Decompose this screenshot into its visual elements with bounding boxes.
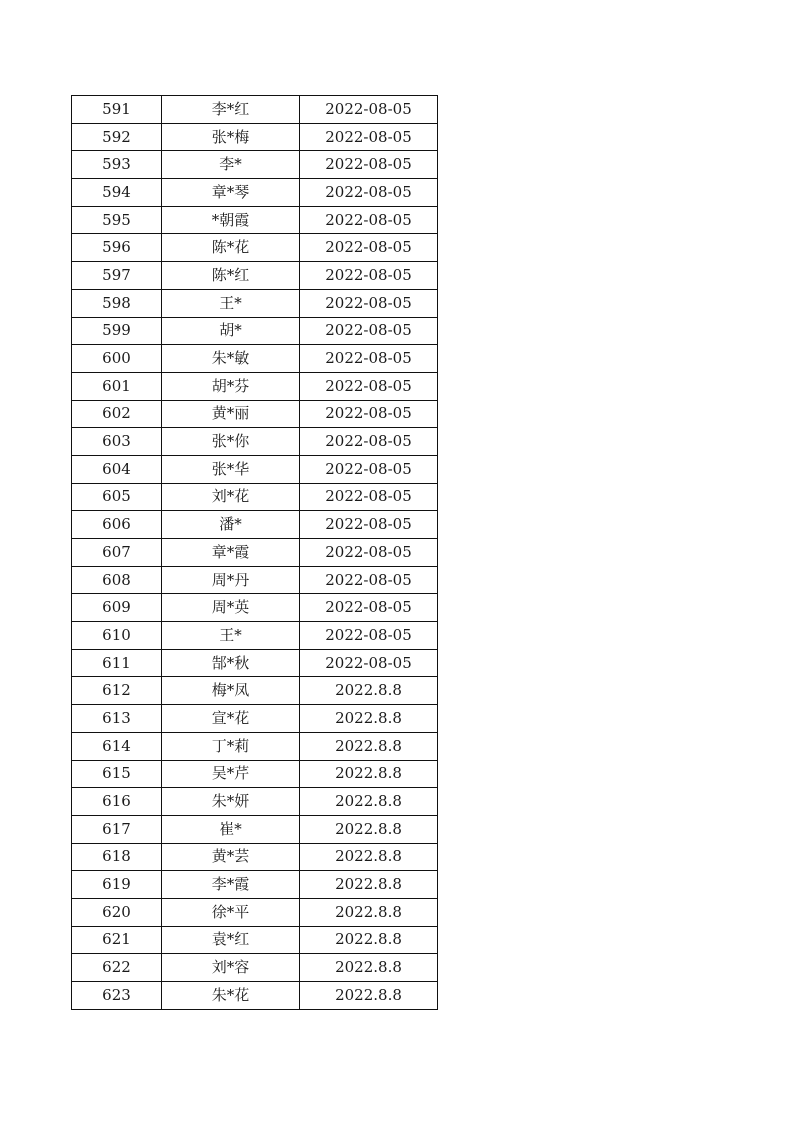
date-cell: 2022.8.8	[300, 982, 438, 1010]
date-cell: 2022.8.8	[300, 898, 438, 926]
table-row	[72, 151, 438, 179]
number-cell: 593	[72, 151, 162, 179]
name-cell: 崔*	[162, 815, 300, 843]
date-cell: 2022-08-05	[300, 400, 438, 428]
name-cell: 张*华	[162, 455, 300, 483]
number-cell: 606	[72, 511, 162, 539]
number-cell: 603	[72, 428, 162, 456]
name-cell: 周*英	[162, 594, 300, 622]
date-cell: 2022-08-05	[300, 345, 438, 373]
name-cell: 郜*秋	[162, 649, 300, 677]
name-cell: 宣*花	[162, 705, 300, 733]
table-row	[72, 345, 438, 373]
table-row	[72, 539, 438, 567]
table-row	[72, 483, 438, 511]
table-row	[72, 926, 438, 954]
number-cell: 619	[72, 871, 162, 899]
name-cell: 朱*花	[162, 982, 300, 1010]
date-cell: 2022.8.8	[300, 788, 438, 816]
number-cell: 622	[72, 954, 162, 982]
roster-table	[71, 95, 438, 1010]
date-cell: 2022-08-05	[300, 262, 438, 290]
table-row	[72, 760, 438, 788]
name-cell: 朱*敏	[162, 345, 300, 373]
number-cell: 598	[72, 289, 162, 317]
number-cell: 604	[72, 455, 162, 483]
number-cell: 602	[72, 400, 162, 428]
roster-table-body	[72, 96, 438, 1010]
name-cell: 刘*花	[162, 483, 300, 511]
table-row	[72, 954, 438, 982]
date-cell: 2022.8.8	[300, 815, 438, 843]
table-row	[72, 594, 438, 622]
table-row	[72, 262, 438, 290]
number-cell: 591	[72, 96, 162, 124]
date-cell: 2022.8.8	[300, 926, 438, 954]
table-row	[72, 898, 438, 926]
date-cell: 2022-08-05	[300, 483, 438, 511]
date-cell: 2022-08-05	[300, 289, 438, 317]
name-cell: 李*霞	[162, 871, 300, 899]
name-cell: *朝霞	[162, 206, 300, 234]
name-cell: 王*	[162, 622, 300, 650]
number-cell: 594	[72, 179, 162, 207]
date-cell: 2022-08-05	[300, 455, 438, 483]
name-cell: 朱*妍	[162, 788, 300, 816]
number-cell: 616	[72, 788, 162, 816]
name-cell: 李*红	[162, 96, 300, 124]
table-row	[72, 982, 438, 1010]
table-row	[72, 815, 438, 843]
name-cell: 潘*	[162, 511, 300, 539]
number-cell: 596	[72, 234, 162, 262]
number-cell: 612	[72, 677, 162, 705]
table-row	[72, 677, 438, 705]
number-cell: 610	[72, 622, 162, 650]
date-cell: 2022.8.8	[300, 760, 438, 788]
name-cell: 丁*莉	[162, 732, 300, 760]
name-cell: 袁*红	[162, 926, 300, 954]
name-cell: 周*丹	[162, 566, 300, 594]
number-cell: 592	[72, 123, 162, 151]
table-row	[72, 179, 438, 207]
name-cell: 胡*芬	[162, 372, 300, 400]
table-row	[72, 317, 438, 345]
number-cell: 611	[72, 649, 162, 677]
name-cell: 章*霞	[162, 539, 300, 567]
name-cell: 梅*凤	[162, 677, 300, 705]
date-cell: 2022-08-05	[300, 151, 438, 179]
table-row	[72, 206, 438, 234]
date-cell: 2022-08-05	[300, 179, 438, 207]
number-cell: 600	[72, 345, 162, 373]
name-cell: 黄*丽	[162, 400, 300, 428]
number-cell: 621	[72, 926, 162, 954]
table-row	[72, 871, 438, 899]
name-cell: 刘*容	[162, 954, 300, 982]
table-row	[72, 566, 438, 594]
name-cell: 胡*	[162, 317, 300, 345]
name-cell: 吴*芹	[162, 760, 300, 788]
table-row	[72, 96, 438, 124]
number-cell: 615	[72, 760, 162, 788]
date-cell: 2022-08-05	[300, 649, 438, 677]
number-cell: 617	[72, 815, 162, 843]
date-cell: 2022-08-05	[300, 594, 438, 622]
date-cell: 2022.8.8	[300, 954, 438, 982]
table-row	[72, 428, 438, 456]
table-row	[72, 732, 438, 760]
date-cell: 2022.8.8	[300, 843, 438, 871]
number-cell: 597	[72, 262, 162, 290]
number-cell: 607	[72, 539, 162, 567]
table-row	[72, 289, 438, 317]
number-cell: 613	[72, 705, 162, 733]
date-cell: 2022.8.8	[300, 677, 438, 705]
date-cell: 2022-08-05	[300, 428, 438, 456]
table-row	[72, 705, 438, 733]
name-cell: 陈*花	[162, 234, 300, 262]
number-cell: 620	[72, 898, 162, 926]
name-cell: 张*梅	[162, 123, 300, 151]
table-row	[72, 788, 438, 816]
name-cell: 李*	[162, 151, 300, 179]
date-cell: 2022.8.8	[300, 705, 438, 733]
name-cell: 陈*红	[162, 262, 300, 290]
date-cell: 2022-08-05	[300, 234, 438, 262]
date-cell: 2022-08-05	[300, 317, 438, 345]
table-row	[72, 511, 438, 539]
date-cell: 2022-08-05	[300, 206, 438, 234]
number-cell: 608	[72, 566, 162, 594]
table-row	[72, 622, 438, 650]
number-cell: 623	[72, 982, 162, 1010]
table-row	[72, 234, 438, 262]
date-cell: 2022-08-05	[300, 96, 438, 124]
number-cell: 609	[72, 594, 162, 622]
number-cell: 599	[72, 317, 162, 345]
table-row	[72, 372, 438, 400]
number-cell: 614	[72, 732, 162, 760]
date-cell: 2022-08-05	[300, 622, 438, 650]
table-row	[72, 649, 438, 677]
name-cell: 黄*芸	[162, 843, 300, 871]
table-row	[72, 455, 438, 483]
table-row	[72, 400, 438, 428]
name-cell: 张*你	[162, 428, 300, 456]
number-cell: 595	[72, 206, 162, 234]
date-cell: 2022.8.8	[300, 732, 438, 760]
table-row	[72, 843, 438, 871]
date-cell: 2022-08-05	[300, 539, 438, 567]
number-cell: 618	[72, 843, 162, 871]
date-cell: 2022-08-05	[300, 511, 438, 539]
date-cell: 2022-08-05	[300, 372, 438, 400]
name-cell: 章*琴	[162, 179, 300, 207]
date-cell: 2022.8.8	[300, 871, 438, 899]
name-cell: 王*	[162, 289, 300, 317]
table-row	[72, 123, 438, 151]
date-cell: 2022-08-05	[300, 566, 438, 594]
date-cell: 2022-08-05	[300, 123, 438, 151]
number-cell: 601	[72, 372, 162, 400]
name-cell: 徐*平	[162, 898, 300, 926]
number-cell: 605	[72, 483, 162, 511]
